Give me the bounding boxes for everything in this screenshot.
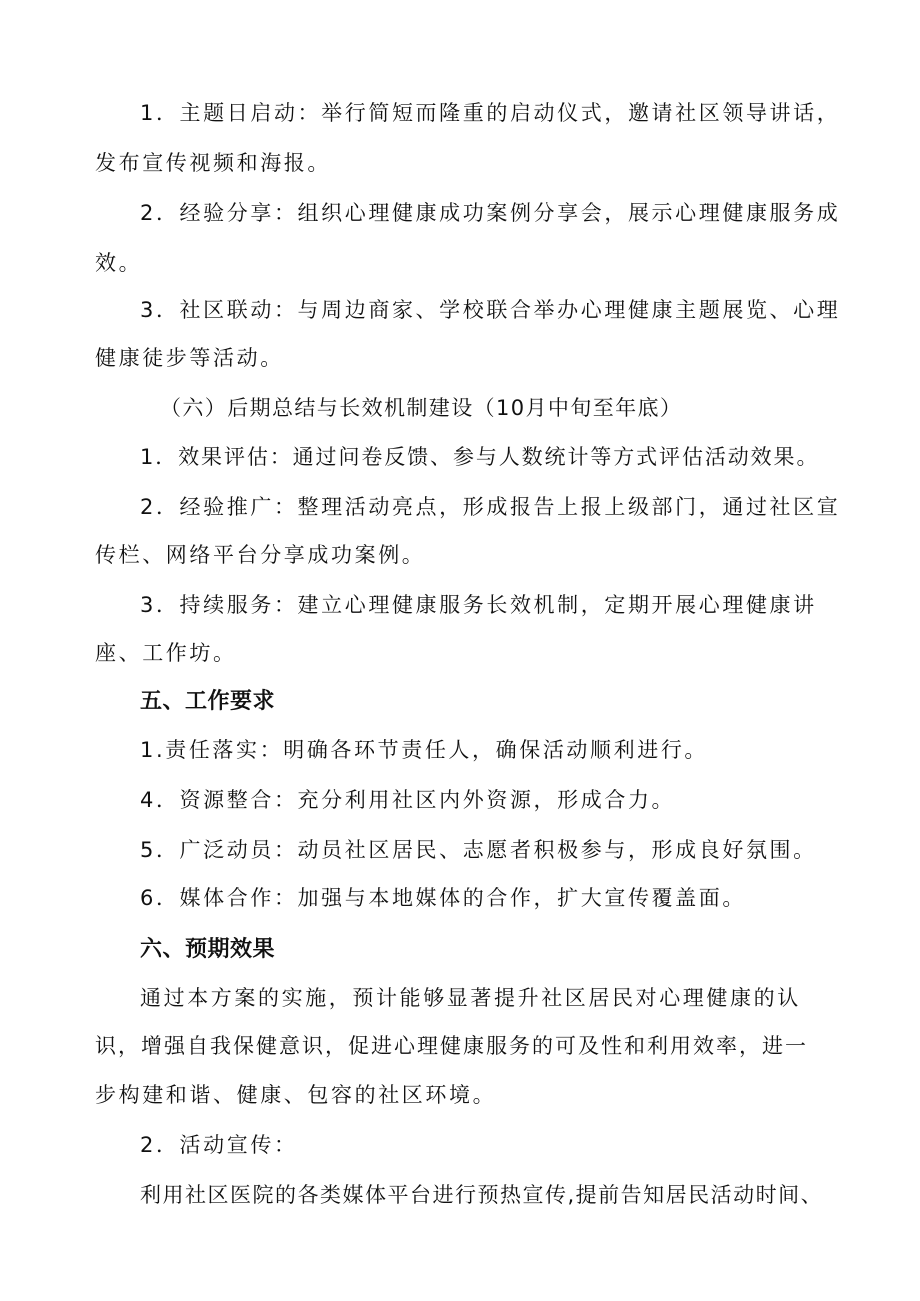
paragraph-line: 5．广泛动员：动员社区居民、志愿者积极参与，形成良好氛围。 xyxy=(140,838,817,862)
paragraph-line: 2．活动宣传： xyxy=(140,1133,298,1157)
paragraph-line: 通过本方案的实施，预计能够显著提升社区居民对心理健康的认 xyxy=(140,986,801,1010)
paragraph-line: 6．媒体合作：加强与本地媒体的合作，扩大宣传覆盖面。 xyxy=(140,886,746,910)
paragraph-line: 2．经验推广：整理活动亮点，形成报告上报上级部门，通过社区宣 xyxy=(140,495,841,519)
paragraph-line: 1.责任落实：明确各环节责任人，确保活动顺利进行。 xyxy=(140,738,709,762)
paragraph-line: 3．社区联动：与周边商家、学校联合举办心理健康主题展览、心理 xyxy=(140,298,841,322)
paragraph-line: 步构建和谐、健康、包容的社区环境。 xyxy=(95,1083,497,1107)
paragraph-line: 识，增强自我保健意识，促进心理健康服务的可及性和利用效率，进一 xyxy=(95,1034,808,1058)
paragraph-line: 3．持续服务：建立心理健康服务长效机制，定期开展心理健康讲 xyxy=(140,593,817,617)
paragraph-line: 发布宣传视频和海报。 xyxy=(95,151,331,175)
paragraph-line: 1．效果评估：通过问卷反馈、参与人数统计等方式评估活动效果。 xyxy=(140,445,820,469)
section-subheading: （六）后期总结与长效机制建设（10月中旬至年底） xyxy=(160,396,683,420)
section-heading: 六、预期效果 xyxy=(140,937,276,962)
paragraph-line: 利用社区医院的各类媒体平台进行预热宣传,提前告知居民活动时间、 xyxy=(140,1183,824,1207)
section-heading: 五、工作要求 xyxy=(140,689,276,714)
paragraph-line: 健康徒步等活动。 xyxy=(95,346,284,370)
paragraph-line: 1．主题日启动：举行简短而隆重的启动仪式，邀请社区领导讲话， xyxy=(140,101,841,125)
paragraph-line: 2．经验分享：组织心理健康成功案例分享会，展示心理健康服务成 xyxy=(140,201,841,225)
paragraph-line: 效。 xyxy=(95,251,143,275)
paragraph-line: 4．资源整合：充分利用社区内外资源，形成合力。 xyxy=(140,788,676,812)
paragraph-line: 座、工作坊。 xyxy=(95,641,237,665)
paragraph-line: 传栏、网络平台分享成功案例。 xyxy=(95,543,426,567)
